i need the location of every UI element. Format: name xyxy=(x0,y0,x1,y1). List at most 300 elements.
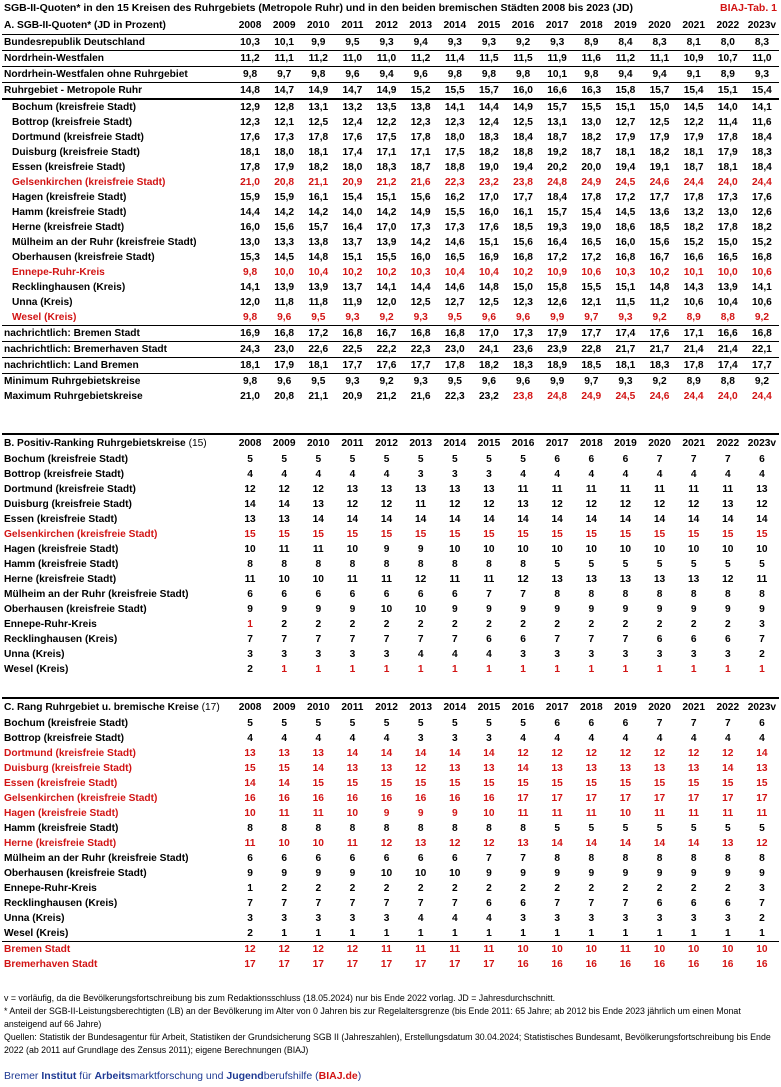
table-cell: 11 xyxy=(517,484,529,495)
table-cell: 15,5 xyxy=(376,252,397,263)
table-cell: 15 xyxy=(449,778,461,789)
table-cell: 3 xyxy=(383,649,390,660)
table-row-bremen-stadt xyxy=(2,942,779,958)
table-cell: 9,8 xyxy=(472,67,506,83)
table-cell: 3 xyxy=(554,649,561,660)
table-cell: 13,0 xyxy=(240,237,260,248)
section-title xyxy=(2,17,233,35)
table-cell: 17,6 xyxy=(370,358,404,374)
table-cell: 14 xyxy=(312,763,324,774)
table-cell: 14 xyxy=(619,514,632,525)
table-cell: 13,0 xyxy=(581,117,602,128)
institute-link[interactable]: BIAJ.de xyxy=(318,1070,358,1082)
table-cell: 17,5 xyxy=(376,132,397,143)
table-cell: 15,4 xyxy=(581,207,602,218)
table-cell: 11 xyxy=(608,942,642,958)
table-cell: 14,6 xyxy=(444,237,465,248)
table-cell: 1 xyxy=(281,928,288,939)
table-cell: 18,2 xyxy=(752,222,772,233)
year-header: 2021 xyxy=(677,698,711,716)
row-label: Wesel (Kreis) xyxy=(4,664,69,675)
row-label: Gelsenkirchen (kreisfreie Stadt) xyxy=(12,177,166,188)
table-row-dortmund-kreisfreie-stadt xyxy=(2,746,779,761)
table-cell: 16,3 xyxy=(574,83,608,100)
table-cell: 13 xyxy=(449,763,461,774)
table-cell: 17 xyxy=(551,793,563,804)
header-row-sectionb xyxy=(2,434,779,452)
table-cell: 13 xyxy=(483,763,495,774)
table-cell: 14 xyxy=(380,748,393,759)
table-cell: 6 xyxy=(759,454,765,465)
table-cell: 5 xyxy=(759,823,765,834)
table-cell: 8,8 xyxy=(720,312,735,323)
table-cell: 8 xyxy=(554,589,561,600)
table-cell: 10,2 xyxy=(513,267,533,278)
table-cell: 10 xyxy=(483,544,495,555)
year-header: 2022 xyxy=(711,698,745,716)
table-cell: 14 xyxy=(346,514,359,525)
year-header: 2015 xyxy=(477,20,501,31)
table-cell: 15,5 xyxy=(574,99,608,115)
table-cell: 10,2 xyxy=(649,267,670,278)
table-cell: 10 xyxy=(415,868,427,879)
table-cell: 9,2 xyxy=(652,312,667,323)
table-cell: 4 xyxy=(417,913,424,924)
table-cell: 19,0 xyxy=(479,162,499,173)
year-header: 2019 xyxy=(614,20,637,31)
table-cell: 6 xyxy=(690,634,697,645)
table-cell: 17,7 xyxy=(513,192,533,203)
table-row-hagen-kreisfreie-stadt xyxy=(2,542,779,557)
table-cell: 1 xyxy=(520,664,526,675)
table-cell: 23,0 xyxy=(267,342,301,358)
table-row-ruhrgebiet-metropole-ruhr xyxy=(2,83,779,100)
table-cell: 14,5 xyxy=(274,252,295,263)
table-cell: 11 xyxy=(688,484,700,495)
table-cell: 7 xyxy=(724,454,731,465)
table-cell: 7 xyxy=(417,634,424,645)
row-label: Herne (kreisfreie Stadt) xyxy=(4,574,117,585)
table-cell: 10 xyxy=(585,544,597,555)
year-header: 2018 xyxy=(574,698,608,716)
table-cell: 18,2 xyxy=(649,147,670,158)
table-cell: 3 xyxy=(451,469,458,480)
row-label: Maximum Ruhrgebietskreise xyxy=(4,391,143,402)
table-cell: 3 xyxy=(349,913,356,924)
table-cell: 17 xyxy=(278,959,290,970)
table-cell: 2 xyxy=(247,928,253,939)
table-cell: 17 xyxy=(688,793,700,804)
table-cell: 18,0 xyxy=(342,162,363,173)
table-cell: 22,1 xyxy=(745,342,779,358)
table-cell: 16 xyxy=(244,793,256,804)
table-cell: 17,8 xyxy=(410,132,431,143)
table-cell: 7 xyxy=(622,634,629,645)
row-label: Ennepe-Ruhr-Kreis xyxy=(4,883,97,894)
table-cell: 17 xyxy=(312,959,324,970)
table-cell: 14 xyxy=(244,778,256,789)
row-label: Oberhausen (kreisfreie Stadt) xyxy=(4,604,147,615)
row-label: Hamm (kreisfreie Stadt) xyxy=(12,207,127,218)
table-cell: 6 xyxy=(417,589,424,600)
table-cell: 9 xyxy=(417,808,424,819)
table-cell: 10,4 xyxy=(479,267,499,278)
table-cell: 1 xyxy=(622,928,629,939)
table-cell: 2 xyxy=(383,619,390,630)
table-cell: 17,9 xyxy=(615,132,636,143)
table-row-oberhausen-kreisfreie-stadt xyxy=(2,602,779,617)
table-cell: 10 xyxy=(574,942,608,958)
table-cell: 9,7 xyxy=(584,312,599,323)
year-header: 2022 xyxy=(716,20,740,31)
table-cell: 21,1 xyxy=(308,177,329,188)
table-cell: 1 xyxy=(588,664,595,675)
table-cell: 13 xyxy=(585,763,597,774)
table-cell: 5 xyxy=(451,718,458,729)
table-cell: 9 xyxy=(656,868,663,879)
table-row-dortmund-kreisfreie-stadt xyxy=(2,130,779,145)
table-cell: 3 xyxy=(281,913,288,924)
table-cell: 12 xyxy=(244,484,256,495)
table-cell: 7 xyxy=(247,898,253,909)
table-cell: 2 xyxy=(417,883,424,894)
year-header: 2012 xyxy=(370,434,404,452)
table-cell: 17,0 xyxy=(376,222,397,233)
table-cell: 20,8 xyxy=(274,391,295,402)
table-cell: 9,8 xyxy=(233,374,267,390)
table-cell: 9,4 xyxy=(643,67,677,83)
table-cell: 6 xyxy=(656,898,663,909)
table-cell: 17,2 xyxy=(615,192,636,203)
institute-line xyxy=(4,1070,361,1082)
table-cell: 9,6 xyxy=(277,312,292,323)
table-cell: 4 xyxy=(622,469,629,480)
table-cell: 12,9 xyxy=(233,99,267,115)
table-cell: 16 xyxy=(722,959,734,970)
row-label: Duisburg (kreisfreie Stadt) xyxy=(4,763,132,774)
table-cell: 21,6 xyxy=(410,391,431,402)
table-cell: 19,3 xyxy=(547,222,568,233)
table-cell: 2 xyxy=(247,664,253,675)
table-cell: 8 xyxy=(656,853,663,864)
table-cell: 3 xyxy=(724,649,731,660)
table-cell: 9 xyxy=(554,868,561,879)
year-header: 2013 xyxy=(409,20,433,31)
table-cell: 11 xyxy=(381,574,392,585)
table-cell: 15,7 xyxy=(547,207,568,218)
table-cell: 9 xyxy=(690,604,697,615)
table-cell: 2 xyxy=(520,883,526,894)
table-cell: 9,6 xyxy=(506,374,540,390)
table-row-essen-kreisfreie-stadt xyxy=(2,512,779,527)
table-cell: 15 xyxy=(756,778,768,789)
table-cell: 15,1 xyxy=(479,237,499,248)
table-cell: 2 xyxy=(417,619,424,630)
table-cell: 15 xyxy=(551,778,563,789)
row-label: Oberhausen (kreisfreie Stadt) xyxy=(4,868,147,879)
row-label: Gelsenkirchen (kreisfreie Stadt) xyxy=(4,793,158,804)
table-row-wesel-kreis xyxy=(2,662,779,677)
table-cell: 14 xyxy=(278,778,290,789)
institute-w5: marktforschung und xyxy=(130,1070,224,1082)
table-cell: 19,4 xyxy=(615,162,636,173)
table-cell: 1 xyxy=(315,928,322,939)
year-header: 2011 xyxy=(335,698,369,716)
table-cell: 17,6 xyxy=(752,192,772,203)
table-cell: 2 xyxy=(520,619,526,630)
table-cell: 10 xyxy=(653,544,666,555)
table-cell: 9,3 xyxy=(745,67,779,83)
institute-w6: Jugend xyxy=(226,1070,264,1082)
table-cell: 11,8 xyxy=(308,297,328,308)
table-cell: 14,9 xyxy=(370,83,404,100)
table-cell: 13 xyxy=(244,748,256,759)
table-row-wesel-kreis xyxy=(2,310,779,326)
table-cell: 4 xyxy=(690,733,697,744)
table-cell: 11 xyxy=(620,484,631,495)
table-cell: 12,1 xyxy=(274,117,295,128)
table-cell: 9 xyxy=(281,868,288,879)
table-cell: 14,9 xyxy=(301,83,335,100)
table-cell: 1 xyxy=(451,664,458,675)
table-cell: 11,2 xyxy=(233,51,267,67)
row-label: Recklinghausen (Kreis) xyxy=(12,282,126,293)
table-cell: 1 xyxy=(247,619,253,630)
table-cell: 16 xyxy=(483,793,495,804)
row-label: Duisburg (kreisfreie Stadt) xyxy=(4,499,132,510)
table-cell: 18,3 xyxy=(506,358,540,374)
table-cell: 10 xyxy=(756,544,768,555)
table-cell: 9,8 xyxy=(242,312,258,323)
table-cell: 15 xyxy=(722,778,734,789)
table-cell: 9 xyxy=(451,604,458,615)
table-cell: 12 xyxy=(585,499,597,510)
table-cell: 14,0 xyxy=(711,99,745,115)
table-cell: 13 xyxy=(619,763,632,774)
table-cell: 13,9 xyxy=(717,282,738,293)
table-cell: 10,3 xyxy=(233,35,267,51)
table-cell: 9,2 xyxy=(379,312,394,323)
table-row-nordrhein-westfalen xyxy=(2,51,779,67)
row-label: Dortmund (kreisfreie Stadt) xyxy=(4,484,136,495)
table-cell: 7 xyxy=(451,898,458,909)
row-label: Essen (kreisfreie Stadt) xyxy=(12,162,126,173)
table-cell: 12,2 xyxy=(376,117,397,128)
table-row-nachrichtlich-bremerhaven-stadt xyxy=(2,342,779,358)
table-cell: 12,3 xyxy=(513,297,533,308)
table-cell: 15,4 xyxy=(677,83,711,100)
footnote-vorlaeufig: v = vorläufig, da die Bevölkerungsfortschreibung bis zum Redaktionsschluss (18.05.2024) nur bis Ende 2022 vorlag. JD = Jahresdurchschnitt. xyxy=(4,993,556,1003)
table-cell: 21,0 xyxy=(240,391,260,402)
table-cell: 9,9 xyxy=(540,374,574,390)
table-cell: 4 xyxy=(486,913,492,924)
table-cell: 13 xyxy=(483,484,495,495)
table-cell: 22,5 xyxy=(335,342,369,358)
table-cell: 4 xyxy=(281,469,288,480)
year-header: 2015 xyxy=(472,434,506,452)
year-header: 2023v xyxy=(745,698,779,716)
table-cell: 11 xyxy=(517,808,529,819)
table-cell: 2 xyxy=(656,883,663,894)
table-cell: 20,8 xyxy=(274,177,295,188)
table-cell: 8 xyxy=(690,853,697,864)
table-cell: 3 xyxy=(417,469,424,480)
table-cell: 4 xyxy=(724,469,731,480)
header-row-sectiona xyxy=(2,17,779,35)
table-cell: 16,8 xyxy=(513,252,533,263)
table-cell: 10 xyxy=(380,868,393,879)
table-cell: 11 xyxy=(472,942,506,958)
table-cell: 15 xyxy=(415,529,427,540)
table-cell: 7 xyxy=(281,634,288,645)
table-row-bundesrepublik-deutschland xyxy=(2,35,779,51)
table-cell: 10 xyxy=(449,544,461,555)
table-cell: 4 xyxy=(656,469,663,480)
table-cell: 13,9 xyxy=(308,282,329,293)
table-cell: 15,1 xyxy=(615,282,636,293)
table-cell: 12,8 xyxy=(267,99,301,115)
table-cell: 12 xyxy=(483,838,495,849)
table-cell: 17,2 xyxy=(301,326,335,342)
table-cell: 12 xyxy=(415,763,427,774)
table-cell: 10,2 xyxy=(376,267,397,278)
table-cell: 5 xyxy=(349,454,356,465)
year-header: 2014 xyxy=(443,20,467,31)
table-row-essen-kreisfreie-stadt xyxy=(2,776,779,791)
table-cell: 2 xyxy=(656,619,663,630)
table-cell: 11 xyxy=(278,544,290,555)
table-cell: 14 xyxy=(346,748,359,759)
table-cell: 12,5 xyxy=(649,117,670,128)
table-cell: 13,5 xyxy=(370,99,404,115)
table-cell: 23,6 xyxy=(506,342,540,358)
table-row-nordrhein-westfalen-ohne-ruhrgebiet xyxy=(2,67,779,83)
table-cell: 9,6 xyxy=(481,312,497,323)
table-cell: 8 xyxy=(486,559,492,570)
table-cell: 14 xyxy=(653,838,666,849)
table-cell: 6 xyxy=(315,589,322,600)
table-cell: 11,8 xyxy=(274,297,294,308)
table-cell: 16 xyxy=(380,793,393,804)
table-cell: 16,7 xyxy=(649,252,670,263)
table-cell: 9,9 xyxy=(550,312,565,323)
table-cell: 14,8 xyxy=(308,252,329,263)
table-cell: 17,9 xyxy=(649,132,670,143)
table-cell: 17,6 xyxy=(240,132,260,143)
table-cell: 19,1 xyxy=(649,162,670,173)
table-cell: 17 xyxy=(722,793,734,804)
table-cell: 9 xyxy=(451,808,458,819)
table-cell: 3 xyxy=(622,649,629,660)
table-cell: 6 xyxy=(486,898,492,909)
table-cell: 9 xyxy=(656,604,663,615)
table-cell: 1 xyxy=(486,928,492,939)
table-cell: 13,9 xyxy=(376,237,397,248)
table-cell: 12 xyxy=(653,499,666,510)
table-cell: 16,9 xyxy=(479,252,499,263)
table-cell: 15 xyxy=(483,778,495,789)
table-cell: 2 xyxy=(281,619,288,630)
table-cell: 24,4 xyxy=(752,177,772,188)
table-cell: 12 xyxy=(449,499,461,510)
table-cell: 16,4 xyxy=(547,237,568,248)
table-cell: 17,4 xyxy=(711,358,745,374)
table-cell: 8 xyxy=(281,823,288,834)
section-count: (17) xyxy=(201,702,220,713)
table-cell: 5 xyxy=(281,718,288,729)
table-row-gelsenkirchen-kreisfreie-stadt xyxy=(2,791,779,806)
table-cell: 14,3 xyxy=(683,282,704,293)
year-header: 2016 xyxy=(506,434,540,452)
table-cell: 6 xyxy=(759,718,765,729)
table-cell: 18,8 xyxy=(444,162,465,173)
table-cell: 7 xyxy=(247,634,253,645)
table-cell: 7 xyxy=(554,898,561,909)
table-cell: 7 xyxy=(383,634,390,645)
table-cell: 11 xyxy=(585,484,597,495)
table-cell: 13 xyxy=(722,499,734,510)
table-cell: 9,8 xyxy=(301,67,335,83)
table-cell: 2 xyxy=(724,883,731,894)
table-cell: 14,4 xyxy=(240,207,260,218)
table-cell: 16 xyxy=(551,959,563,970)
row-label: Bremerhaven Stadt xyxy=(4,959,98,970)
table-cell: 16,2 xyxy=(444,192,465,203)
table-cell: 9,5 xyxy=(438,374,472,390)
table-cell: 13 xyxy=(688,574,700,585)
table-cell: 21,7 xyxy=(643,342,677,358)
table-cell: 5 xyxy=(656,823,663,834)
year-header: 2010 xyxy=(306,20,330,31)
table-cell: 21,0 xyxy=(240,177,260,188)
table-cell: 23,8 xyxy=(513,177,533,188)
table-cell: 24,3 xyxy=(233,342,267,358)
table-cell: 13 xyxy=(517,838,529,849)
table-cell: 17,0 xyxy=(479,192,499,203)
table-cell: 24,0 xyxy=(717,177,738,188)
table-cell: 24,4 xyxy=(752,391,772,402)
table-cell: 16,8 xyxy=(745,326,779,342)
table-cell: 2 xyxy=(315,619,322,630)
table-cell: 13,7 xyxy=(342,282,363,293)
year-header: 2019 xyxy=(608,698,642,716)
row-label: Unna (Kreis) xyxy=(12,297,73,308)
table-cell: 15 xyxy=(585,529,597,540)
table-cell: 15,1 xyxy=(711,83,745,100)
table-cell: 20,0 xyxy=(581,162,602,173)
table-cell: 12,7 xyxy=(615,117,636,128)
table-cell: 7 xyxy=(520,589,526,600)
table-cell: 23,2 xyxy=(479,391,499,402)
table-cell: 1 xyxy=(724,664,731,675)
row-label: Wesel (Kreis) xyxy=(12,312,77,323)
table-cell: 10,7 xyxy=(711,51,745,67)
table-row-muelheim-an-der-ruhr-kreisfreie-stadt xyxy=(2,587,779,602)
row-label: nachrichtlich: Bremerhaven Stadt xyxy=(2,342,233,358)
table-cell: 4 xyxy=(690,469,697,480)
table-cell: 11,5 xyxy=(472,51,506,67)
table-cell: 2 xyxy=(451,619,458,630)
table-cell: 11,0 xyxy=(370,51,404,67)
table-cell: 17,7 xyxy=(404,358,438,374)
table-cell: 18,2 xyxy=(308,162,329,173)
row-label: Unna (Kreis) xyxy=(4,913,65,924)
table-cell: 4 xyxy=(759,469,765,480)
table-cell: 11 xyxy=(756,574,768,585)
table-cell: 7 xyxy=(690,718,697,729)
table-cell: 1 xyxy=(759,928,765,939)
table-cell: 4 xyxy=(247,469,253,480)
